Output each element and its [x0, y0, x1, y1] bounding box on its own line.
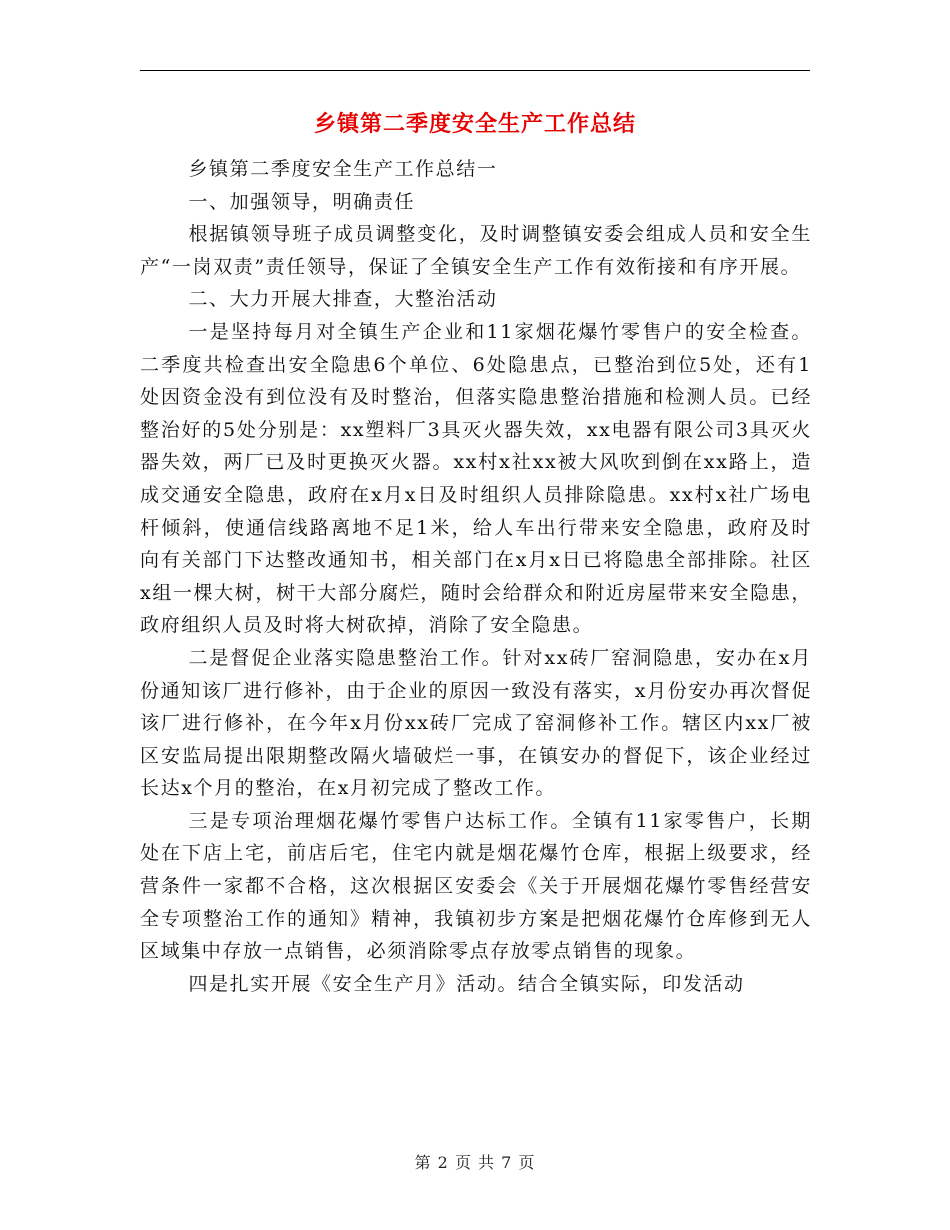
- section-heading-1: 一、加强领导，明确责任: [188, 190, 416, 213]
- paragraph: 二是督促企业落实隐患整治工作。针对xx砖厂窑洞隐患，安办在x月份通知该厂进行修补，由于企业的原因一致没有落实，x月份安办再次督促该厂进行修补，在今年x月份xx砖厂完成了窑洞修补工作。辖区内xx厂被区安监局提出限期整改隔火墙破烂一事，在镇安办的督促下，该企业经过长达x个月的整治，在x月初完成了整改工作。: [140, 646, 812, 800]
- paragraph: 根据镇领导班子成员调整变化，及时调整镇安委会组成人员和安全生产“一岗双责”责任领导，保证了全镇安全生产工作有效衔接和有序开展。: [140, 223, 812, 278]
- document-body: [140, 153, 812, 1000]
- page-number: 第 2 页 共 7 页: [414, 1153, 536, 1172]
- paragraph: 三是专项治理烟花爆竹零售户达标工作。全镇有11家零售户，长期处在下店上宅，前店后宅，住宅内就是烟花爆竹仓库，根据上级要求，经营条件一家都不合格，这次根据区安委会《关于开展烟花爆竹零售经营安全专项整治工作的通知》精神，我镇初步方案是把烟花爆竹仓库修到无人区域集中存放一点销售，必须消除零点存放零点销售的现象。: [140, 809, 812, 963]
- document-title: 乡镇第二季度安全生产工作总结: [313, 112, 636, 137]
- header-rule: [140, 70, 810, 71]
- paragraph-subtitle: 乡镇第二季度安全生产工作总结一: [188, 158, 498, 180]
- paragraph: 四是扎实开展《安全生产月》活动。结合全镇实际，印发活动: [188, 972, 745, 995]
- paragraph: 一是坚持每月对全镇生产企业和11家烟花爆竹零售户的安全检查。二季度共检查出安全隐患6个单位、6处隐患点，已整治到位5处，还有1处因资金没有到位没有及时整治，但落实隐患整治措施和检测人员。已经整治好的5处分别是：xx塑料厂3具灭火器失效，xx电器有限公司3具灭火器失效，两厂已及时更换灭火器。xx村x社xx被大风吹到倒在xx路上，造成交通安全隐患，政府在x月x日及时组织人员排除隐患。xx村x社广场电杆倾斜，使通信线路离地不足1米，给人车出行带来安全隐患，政府及时向有关部门下达整改通知书，相关部门在x月x日已将隐患全部排除。社区x组一棵大树，树干大部分腐烂，随时会给群众和附近房屋带来安全隐患，政府组织人员及时将大树砍掉，消除了安全隐患。: [140, 320, 812, 637]
- section-heading-2: 二、大力开展大排查，大整治活动: [188, 288, 498, 311]
